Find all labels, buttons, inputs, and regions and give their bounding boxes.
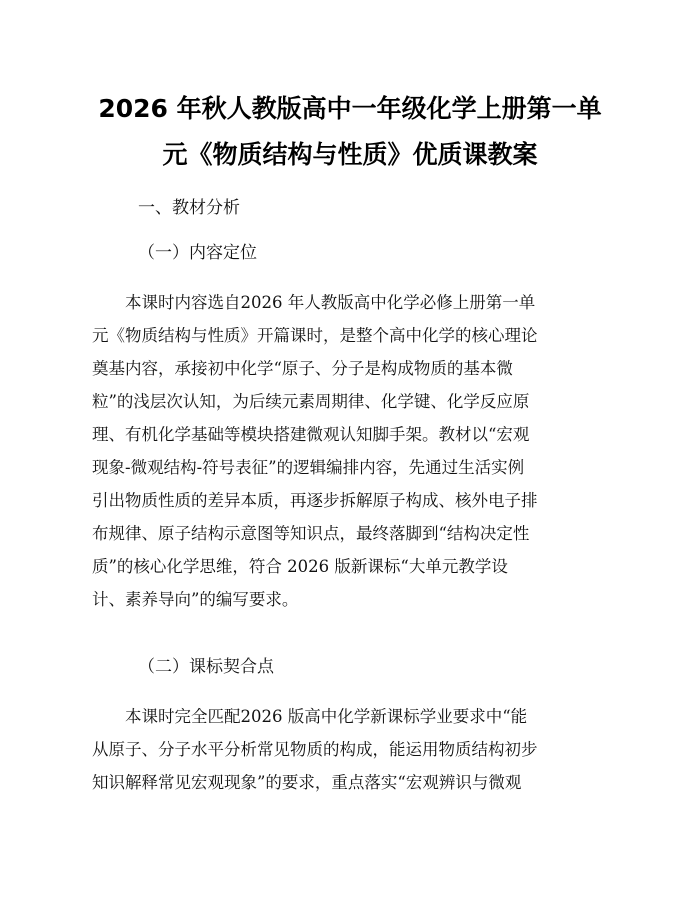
paragraph-line: 奠基内容，承接初中化学“原子、分子是构成物质的基本微 <box>92 359 513 378</box>
title-line-1: 2026 年秋人教版高中一年级化学上册第一单 <box>98 94 602 123</box>
paragraph-line: 布规律、原子结构示意图等知识点，最终落脚到“结构决定性 <box>92 524 530 543</box>
paragraph-line: 元《物质结构与性质》开篇课时，是整个高中化学的核心理论 <box>92 326 538 345</box>
title-line-2: 元《物质结构与性质》优质课教案 <box>162 140 538 169</box>
paragraph-line: 现象-微观结构-符号表征”的逻辑编排内容，先通过生活实例 <box>92 458 525 477</box>
paragraph-line: 理、有机化学基础等模块搭建微观认知脚手架。教材以“宏观 <box>92 425 530 444</box>
subsection-heading-content-positioning: （一）内容定位 <box>138 243 257 263</box>
document-title <box>90 86 610 178</box>
paragraph-line: 从原子、分子水平分析常见物质的构成，能运用物质结构初步 <box>92 740 538 759</box>
paragraph-line: 本课时内容选自2026 年人教版高中化学必修上册第一单 <box>92 293 536 312</box>
paragraph-line: 知识解释常见宏观现象”的要求，重点落实“宏观辨识与微观 <box>92 773 522 792</box>
paragraph-line: 粒”的浅层次认知，为后续元素周期律、化学键、化学反应原 <box>92 392 530 411</box>
paragraph-line: 计、素养导向”的编写要求。 <box>92 590 299 609</box>
paragraph-line: 质”的核心化学思维，符合 2026 版新课标“大单元教学设 <box>92 557 508 576</box>
paragraph-line: 本课时完全匹配2026 版高中化学新课标学业要求中“能 <box>92 707 528 726</box>
paragraph-line: 引出物质性质的差异本质，再逐步拆解原子构成、核外电子排 <box>92 491 538 510</box>
section-heading-textbook-analysis: 一、教材分析 <box>138 198 240 218</box>
subsection-heading-curriculum-alignment: （二）课标契合点 <box>138 657 274 677</box>
paragraph-curriculum-alignment <box>92 700 612 799</box>
paragraph-content-positioning <box>92 286 612 616</box>
